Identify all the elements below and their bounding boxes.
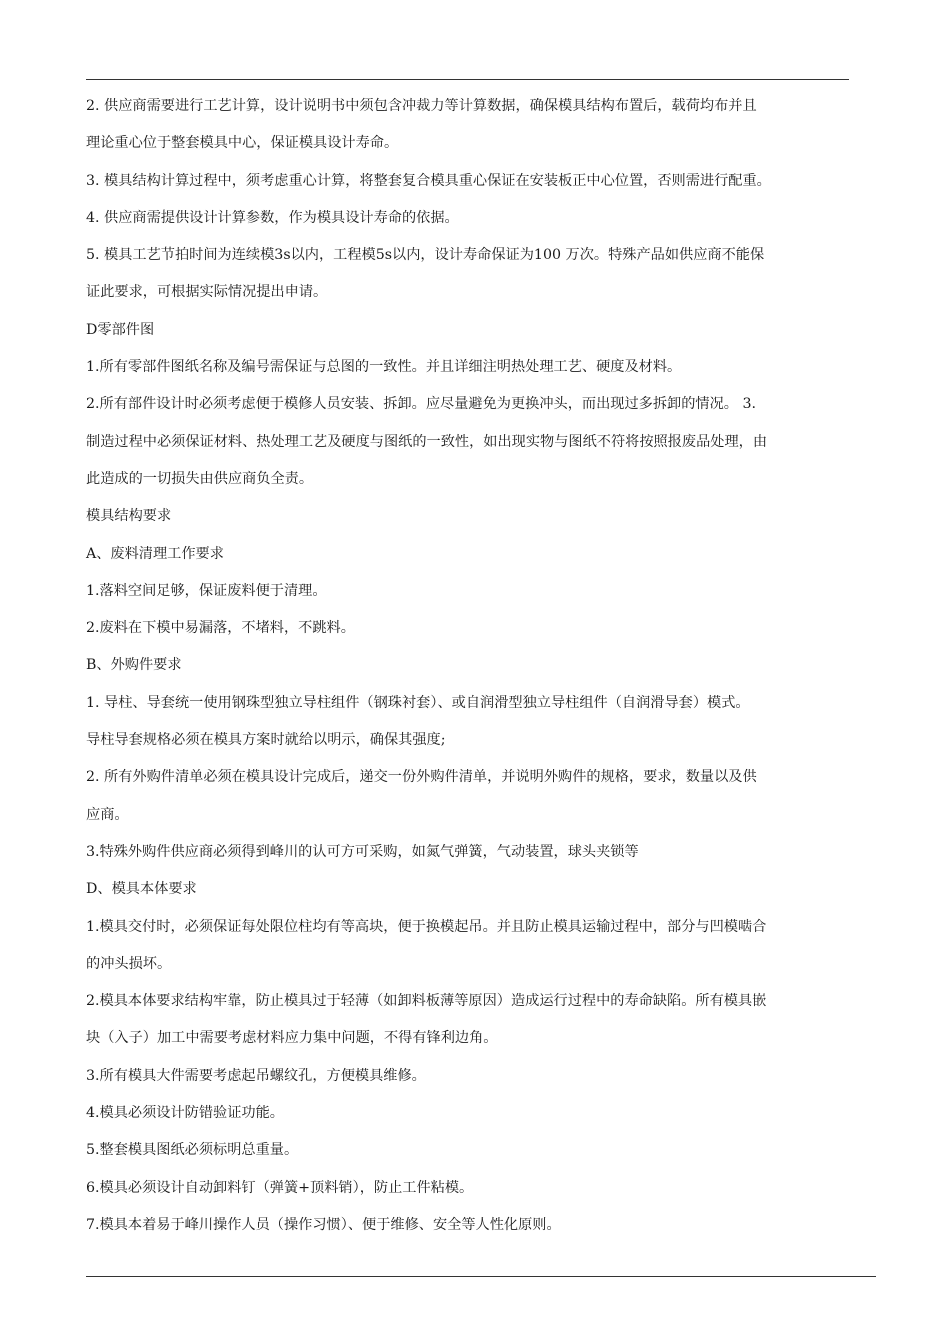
text-line: 3.所有模具大件需要考虑起吊螺纹孔，方便模具维修。 (86, 1067, 426, 1084)
header-rule (86, 79, 849, 80)
text-line: 2.所有部件设计时必须考虑便于模修人员安装、拆卸。应尽量避免为更换冲头，而出现过多拆卸的情况。 3. (86, 396, 757, 413)
text-line: 3. 模具结构计算过程中，须考虑重心计算，将整套复合模具重心保证在安装板正中心位置，否则需进行配重。 (86, 172, 771, 189)
section-heading: D零部件图 (86, 321, 155, 338)
text-line: 块（入子）加工中需要考虑材料应力集中问题，不得有锋利边角。 (86, 1030, 498, 1047)
text-line: 7.模具本着易于峰川操作人员（操作习惯）、便于维修、安全等人性化原则。 (86, 1216, 561, 1233)
text-line: 证此要求，可根据实际情况提出申请。 (86, 284, 328, 301)
text-line: 应商。 (86, 806, 129, 823)
text-line: 的冲头损坏。 (86, 955, 172, 972)
text-line: 4.模具必须设计防错验证功能。 (86, 1105, 284, 1122)
text-line: 理论重心位于整套模具中心，保证模具设计寿命。 (86, 135, 399, 152)
text-line: 2.废料在下模中易漏落，不堵料，不跳料。 (86, 620, 355, 637)
text-line: 6.模具必须设计自动卸料钉（弹簧+顶料销），防止工件粘模。 (86, 1179, 474, 1196)
text-line: 2. 供应商需要进行工艺计算，设计说明书中须包含冲裁力等计算数据，确保模具结构布置后，载荷均布并且 (86, 98, 757, 114)
text-line: 3.特殊外购件供应商必须得到峰川的认可方可采购，如氮气弹簧，气动装置，球头夹锁等 (86, 843, 639, 860)
text-line: 1.模具交付时，必须保证每处限位柱均有等高块，便于换模起吊。并且防止模具运输过程中，部分与凹模啮合 (86, 918, 767, 935)
subsection-heading: D、模具本体要求 (86, 881, 197, 898)
text-line: 5.整套模具图纸必须标明总重量。 (86, 1142, 299, 1159)
text-line: 1. 导柱、导套统一使用钢珠型独立导柱组件（钢珠衬套）、或自润滑型独立导柱组件（自润滑导套）模式。 (86, 694, 750, 711)
text-line: 1.落料空间足够，保证废料便于清理。 (86, 582, 327, 599)
section-heading: 模具结构要求 (86, 508, 172, 525)
text-line: 2. 所有外购件清单必须在模具设计完成后，递交一份外购件清单，并说明外购件的规格，要求，数量以及供 (86, 769, 757, 786)
text-line: 5. 模具工艺节拍时间为连续模3s以内，工程模5s以内，设计寿命保证为100 万次。特殊产品如供应商不能保 (86, 247, 765, 264)
text-line: 1.所有零部件图纸名称及编号需保证与总图的一致性。并且详细注明热处理工艺、硬度及材料。 (86, 359, 682, 376)
subsection-heading: B、外购件要求 (86, 657, 182, 674)
document-body (86, 88, 886, 1244)
text-line: 4. 供应商需提供设计计算参数，作为模具设计寿命的依据。 (86, 209, 459, 226)
footer-rule (86, 1276, 876, 1277)
subsection-heading: A、废料清理工作要求 (86, 545, 224, 562)
text-line: 导柱导套规格必须在模具方案时就给以明示，确保其强度; (86, 732, 446, 749)
text-line: 此造成的一切损失由供应商负全责。 (86, 470, 314, 487)
text-line: 制造过程中必须保证材料、热处理工艺及硬度与图纸的一致性，如出现实物与图纸不符将按照报废品处理，由 (86, 433, 768, 450)
text-line: 2.模具本体要求结构牢靠，防止模具过于轻薄（如卸料板薄等原因）造成运行过程中的寿命缺陷。所有模具嵌 (86, 993, 767, 1010)
